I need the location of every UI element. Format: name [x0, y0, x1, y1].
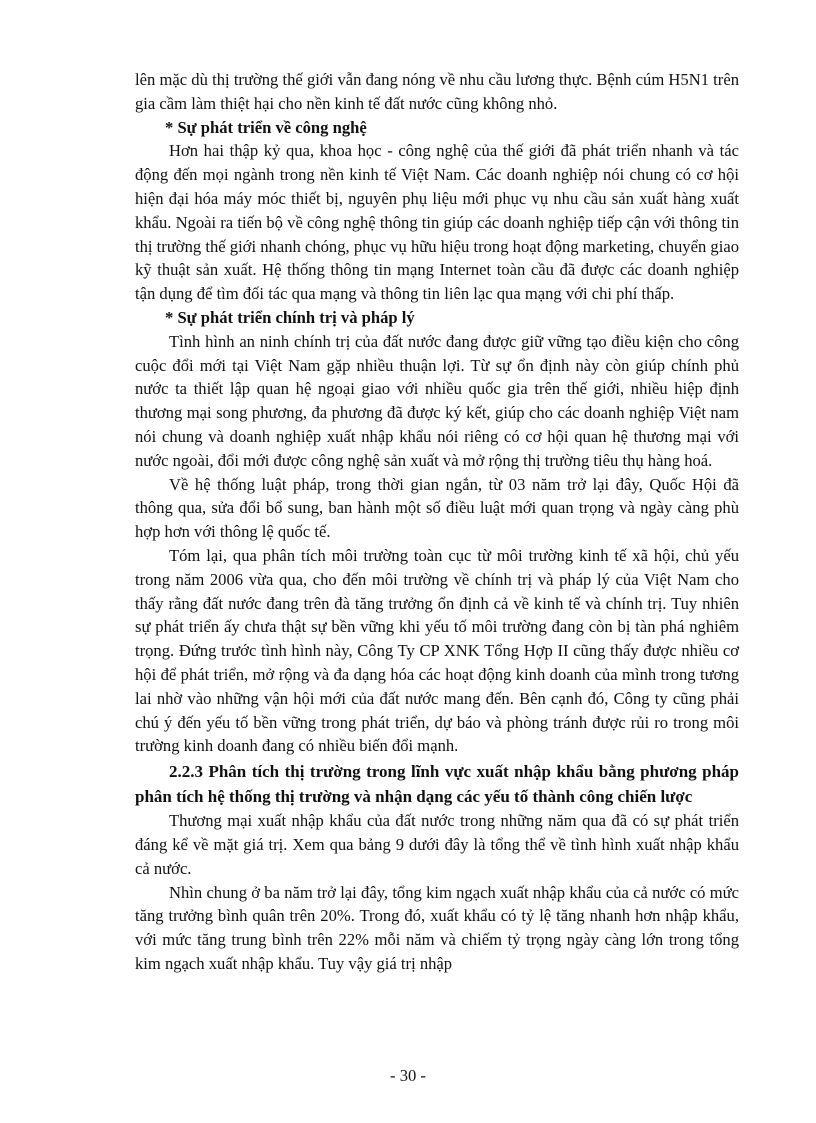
page-number: - 30 - — [390, 1066, 426, 1085]
paragraph-politics: Tình hình an ninh chính trị của đất nước đang được giữ vững tạo điều kiện cho công cuộc đổi mới tại Việt Nam gặp nhiều thuận lợi. Từ sự ổn định này còn giúp chính phủ nước ta thiết lập quan hệ ngoại giao với nhiều quốc gia trên thế giới, nhiều hiệp định thương mại song phương, đa phương đã được ký kết, giúp cho các doanh nghiệp Việt nam nói chung và doanh nghiệp xuất nhập khẩu nói riêng có cơ hội quan hệ thương mại với nước ngoài, đổi mới được công nghệ sản xuất và mở rộng thị trường tiêu thụ hàng hoá. — [135, 331, 739, 470]
heading-politics-law: * Sự phát triển chính trị và pháp lý — [165, 307, 415, 327]
document-body — [135, 68, 739, 976]
paragraph-continuation: lên mặc dù thị trường thế giới vẫn đang nóng về nhu cầu lương thực. Bệnh cúm H5N1 trên gia cầm làm thiệt hại cho nền kinh tế đất nước cũng không nhỏ. — [135, 70, 739, 113]
paragraph-technology: Hơn hai thập kỷ qua, khoa học - công nghệ của thế giới đã phát triển nhanh và tác động đến mọi ngành trong nền kinh tế Việt Nam. Các doanh nghiệp nói chung có cơ hội hiện đại hóa máy móc thiết bị, nguyên phụ liệu mới phục vụ nhu cầu sản xuất hàng xuất khẩu. Ngoài ra tiến bộ về công nghệ thông tin giúp các doanh nghiệp tiếp cận với thông tin thị trường thế giới nhanh chóng, phục vụ hữu hiệu trong hoạt động marketing, chuyển giao kỹ thuật sản xuất. Hệ thống thông tin mạng Internet toàn cầu đã được các doanh nghiệp tận dụng để tìm đối tác qua mạng và thông tin liên lạc qua mạng với chi phí thấp. — [135, 141, 739, 304]
paragraph-trade-growth: Nhìn chung ở ba năm trở lại đây, tổng kim ngạch xuất nhập khẩu của cả nước có mức tăng trưởng bình quân trên 20%. Trong đó, xuất khẩu có tỷ lệ tăng nhanh hơn nhập khẩu, với mức tăng trung bình trên 22% mỗi năm và chiếm tỷ trọng ngày càng lớn trong tổng kim ngạch xuất nhập khẩu. Tuy vậy giá trị nhập — [135, 882, 739, 973]
paragraph-law: Về hệ thống luật pháp, trong thời gian ngắn, từ 03 năm trở lại đây, Quốc Hội đã thông qua, sửa đổi bổ sung, ban hành một số điều luật mới quan trọng và ngày càng phù hợp hơn với thông lệ quốc tế. — [135, 474, 739, 542]
heading-technology: * Sự phát triển về công nghệ — [165, 117, 367, 137]
paragraph-summary: Tóm lại, qua phân tích môi trường toàn cục từ môi trường kinh tế xã hội, chủ yếu trong năm 2006 vừa qua, cho đến môi trường về chính trị và pháp lý của Việt Nam cho thấy rằng đất nước đang trên đà tăng trưởng ổn định cả về kinh tế và chính trị. Tuy nhiên sự phát triển ấy chưa thật sự bền vững khi yếu tố môi trường đang còn bị tàn phá nghiêm trọng. Đứng trước tình hình này, Công Ty CP XNK Tổng Hợp II cũng thấy được nhiều cơ hội để phát triển, mở rộng và đa dạng hóa các hoạt động kinh doanh của mình trong tương lai nhờ vào những vận hội mới của đất nước mang đến. Bên cạnh đó, Công ty cũng phải chú ý đến yếu tố bền vững trong phát triển, dự báo và phòng tránh được rủi ro trong môi trường kinh doanh đang có nhiều biến đổi mạnh. — [135, 545, 739, 756]
section-heading-2-2-3: 2.2.3 Phân tích thị trường trong lĩnh vực xuất nhập khẩu bằng phương pháp phân tích hệ thống thị trường và nhận dạng các yếu tố thành công chiến lược — [135, 762, 739, 806]
paragraph-trade-overview: Thương mại xuất nhập khẩu của đất nước trong những năm qua đã có sự phát triển đáng kể về mặt giá trị. Xem qua bảng 9 dưới đây là tổng thể về tình hình xuất nhập khẩu cả nước. — [135, 811, 739, 878]
